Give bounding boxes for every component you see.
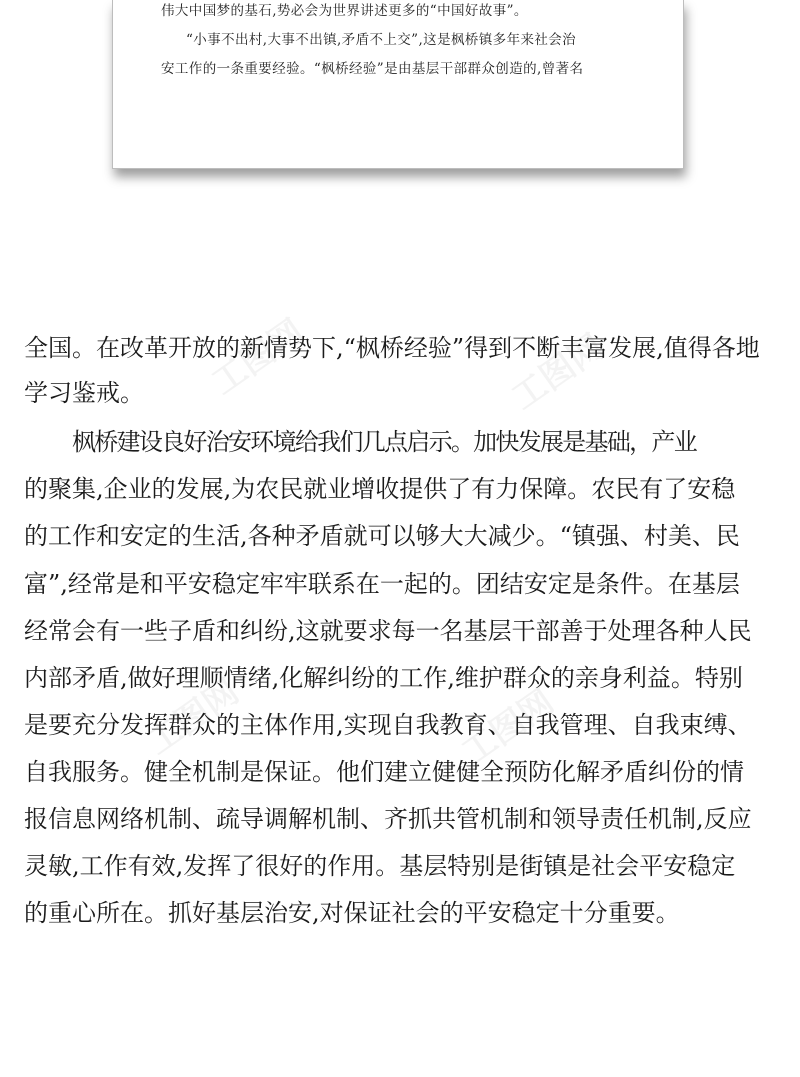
paragraph-line: 是要充分发挥群众的主体作用,实现自我教育、自我管理、自我束缚、	[24, 711, 752, 739]
document-preview-card	[112, 0, 684, 169]
paragraph-line: 的聚集,企业的发展,为农民就业增收提供了有力保障。农民有了安稳	[24, 475, 736, 503]
card-text-line: 伟大中国梦的基石,势必会为世界讲述更多的“中国好故事”。	[161, 3, 528, 19]
card-text-line: “小事不出村,大事不出镇,矛盾不上交”,这是枫桥镇多年来社会治	[186, 32, 577, 48]
paragraph-line: 自我服务。健全机制是保证。他们建立健健全预防化解矛盾纠份的情	[24, 758, 744, 786]
paragraph-line: 枫桥建设良好治安环境给我们几点启示。加快发展是基础，产业	[72, 428, 696, 456]
paragraph-line: 富”,经常是和平安稳定牢牢联系在一起的。团结安定是条件。在基层	[24, 570, 740, 598]
paragraph-line: 的工作和安定的生活,各种矛盾就可以够大大减少。“镇强、村美、民	[24, 522, 740, 550]
paragraph-line: 的重心所在。抓好基层治安,对保证社会的平安稳定十分重要。	[24, 899, 680, 927]
paragraph-line: 内部矛盾,做好理顺情绪,化解纠纷的工作,维护群众的亲身利益。特别	[24, 664, 743, 692]
paragraph-line: 经常会有一些子盾和纠纷,这就要求每一名基层干部善于处理各种人民	[24, 617, 752, 645]
paragraph-line: 灵敏,工作有效,发挥了很好的作用。基层特别是街镇是社会平安稳定	[24, 852, 736, 880]
card-text-line: 安工作的一条重要经验。“枫桥经验”是由基层干部群众创造的,曾著名	[161, 61, 584, 77]
paragraph-line: 学习鉴戒。	[24, 379, 144, 407]
paragraph-line: 全国。在改革开放的新情势下,“枫桥经验”得到不断丰富发展,值得各地	[24, 334, 760, 362]
paragraph-line: 报信息网络机制、疏导调解机制、齐抓共管机制和领导责任机制,反应	[24, 805, 752, 833]
